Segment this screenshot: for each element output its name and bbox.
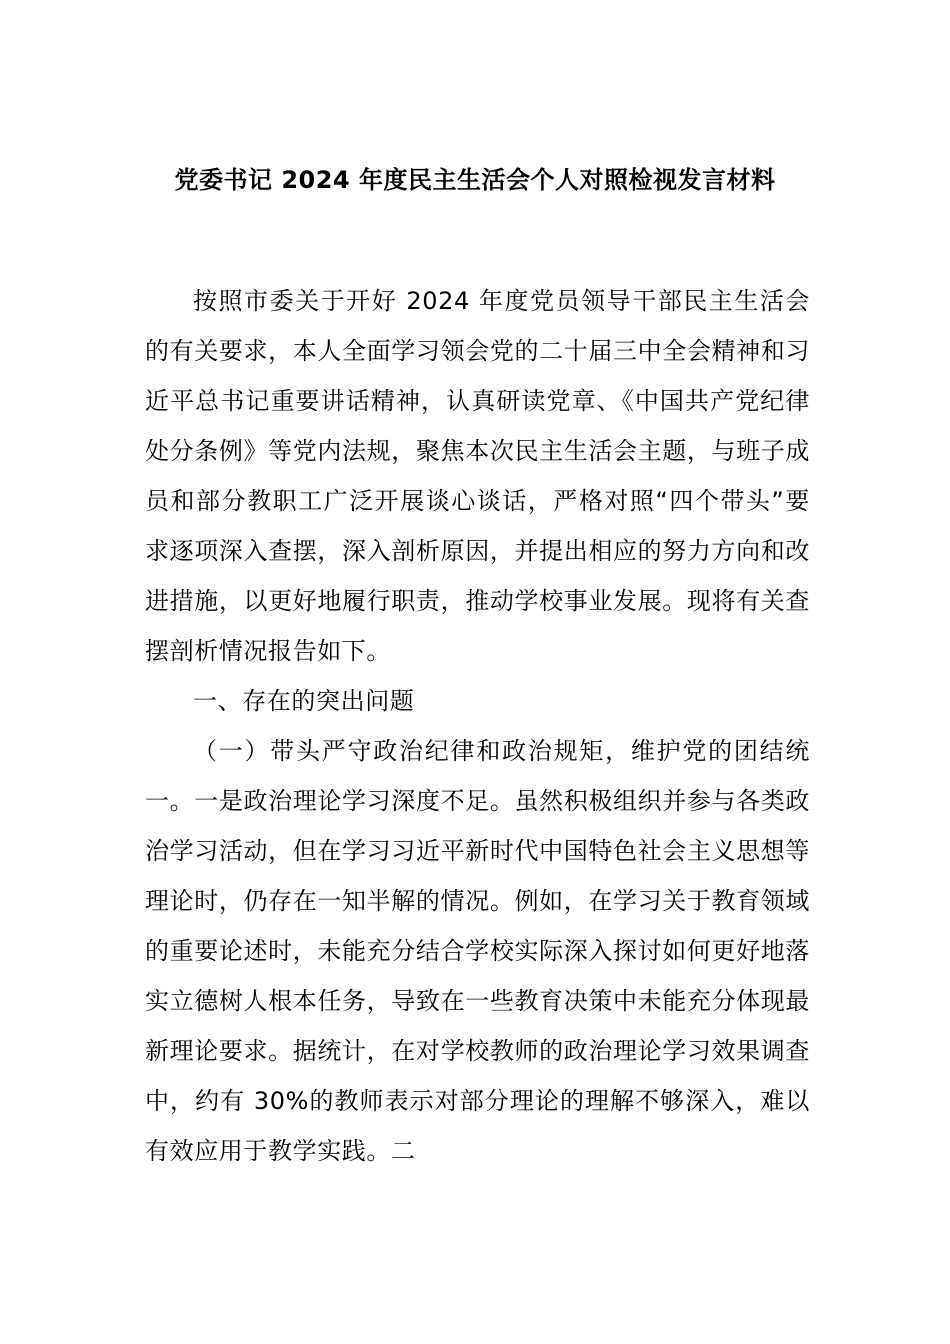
document-body	[145, 276, 810, 1176]
intro-paragraph: 按照市委关于开好 2024 年度党员领导干部民主生活会的有关要求，本人全面学习领会党的二十届三中全会精神和习近平总书记重要讲话精神，认真研读党章、《中国共产党纪律处分条例》等党内法规，聚焦本次民主生活会主题，与班子成员和部分教职工广泛开展谈心谈话，严格对照“四个带头”要求逐项深入查摆，深入剖析原因，并提出相应的努力方向和改进措施，以更好地履行职责，推动学校事业发展。现将有关查摆剖析情况报告如下。	[145, 287, 810, 665]
document-title: 党委书记 2024 年度民主生活会个人对照检视发言材料	[174, 166, 776, 194]
section-paragraph: （一）带头严守政治纪律和政治规矩，维护党的团结统一。一是政治理论学习深度不足。虽然积极组织并参与各类政治学习活动，但在学习习近平新时代中国特色社会主义思想等理论时，仍存在一知半解的情况。例如，在学习关于教育领域的重要论述时，未能充分结合学校实际深入探讨如何更好地落实立德树人根本任务，导致在一些教育决策中未能充分体现最新理论要求。据统计，在对学校教师的政治理论学习效果调查中，约有 30%的教师表示对部分理论的理解不够深入，难以有效应用于教学实践。二	[145, 737, 810, 1165]
section-heading: 一、存在的突出问题	[193, 687, 415, 715]
